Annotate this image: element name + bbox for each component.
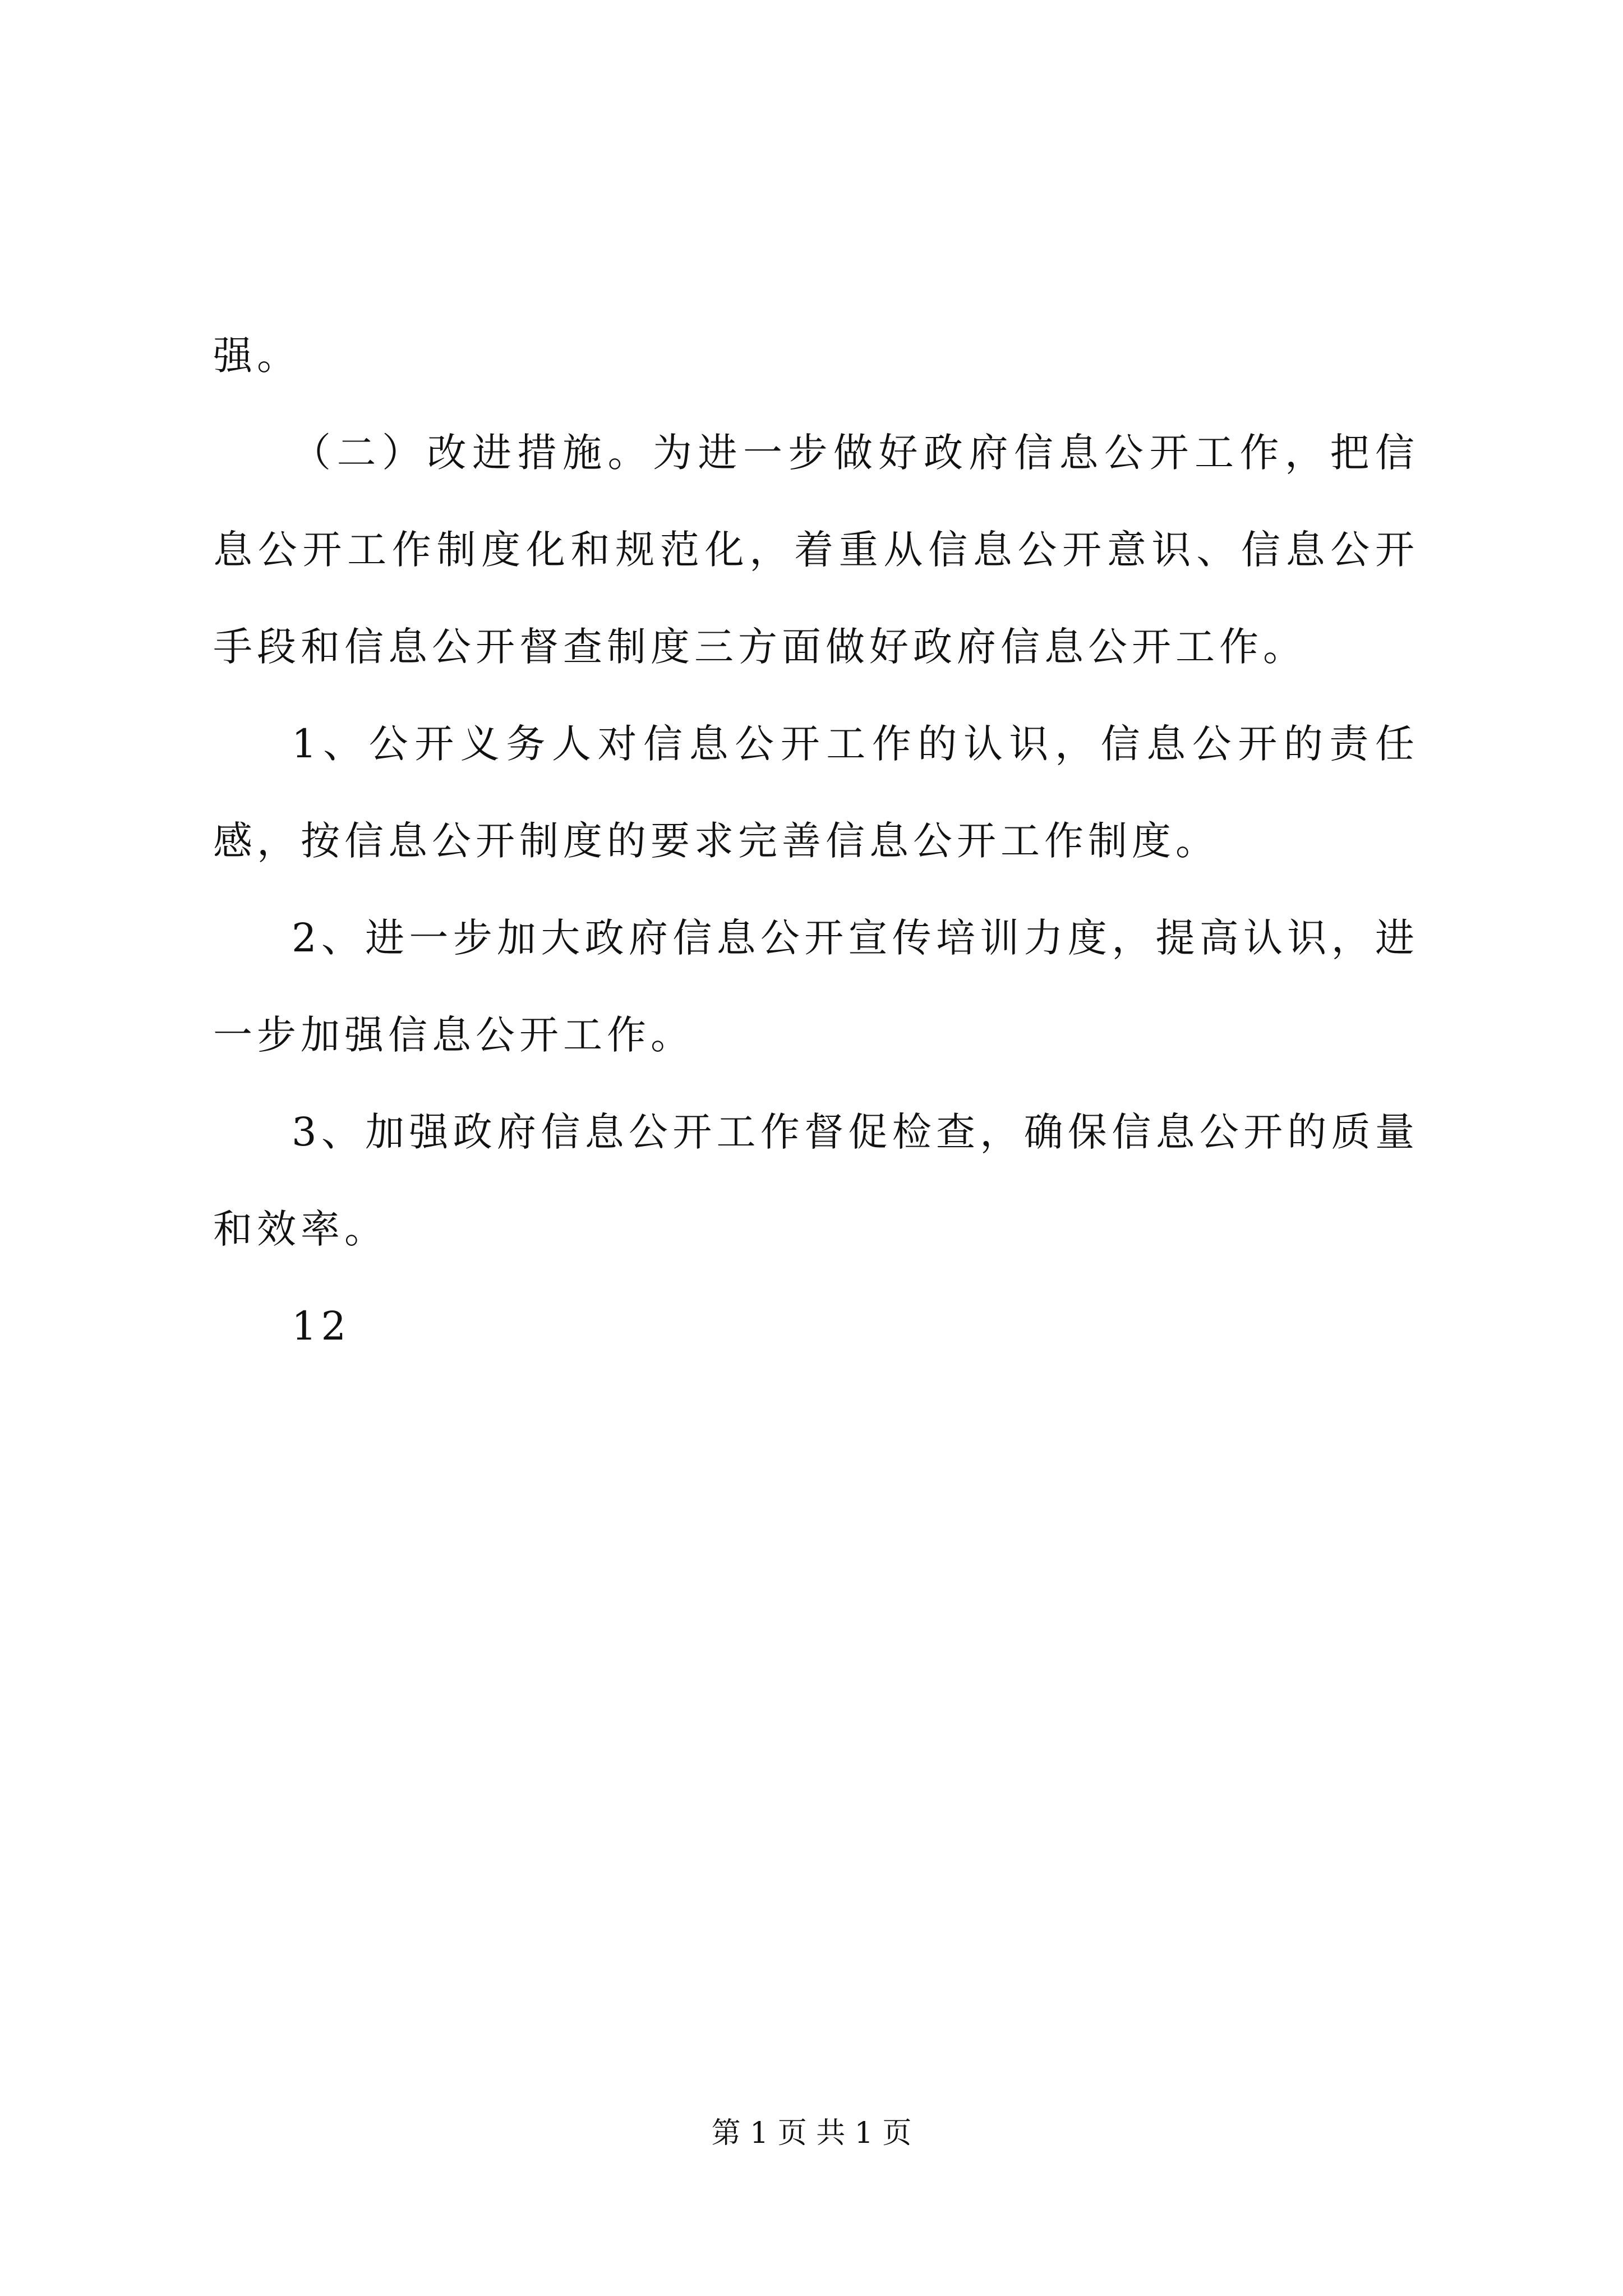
paragraph-item-2: 2、进一步加大政府信息公开宣传培训力度，提高认识，进一步加强信息公开工作。	[213, 915, 1419, 1058]
paragraph-item-1: 1、公开义务人对信息公开工作的认识，信息公开的责任感，按信息公开制度的要求完善信息公开工作制度。	[213, 721, 1419, 864]
paragraph-continuation: 强。	[213, 333, 301, 379]
paragraph-improvement-measures: （二）改进措施。为进一步做好政府信息公开工作，把信息公开工作制度化和规范化，着重从信息公开意识、信息公开手段和信息公开督查制度三方面做好政府信息公开工作。	[213, 430, 1419, 670]
page-footer: 第 1 页 共 1 页	[711, 2116, 912, 2150]
paragraph-item-3: 3、加强政府信息公开工作督促检查，确保信息公开的质量和效率。	[213, 1109, 1419, 1252]
paragraph-number: 12	[292, 1303, 351, 1349]
document-body	[213, 307, 1419, 1375]
